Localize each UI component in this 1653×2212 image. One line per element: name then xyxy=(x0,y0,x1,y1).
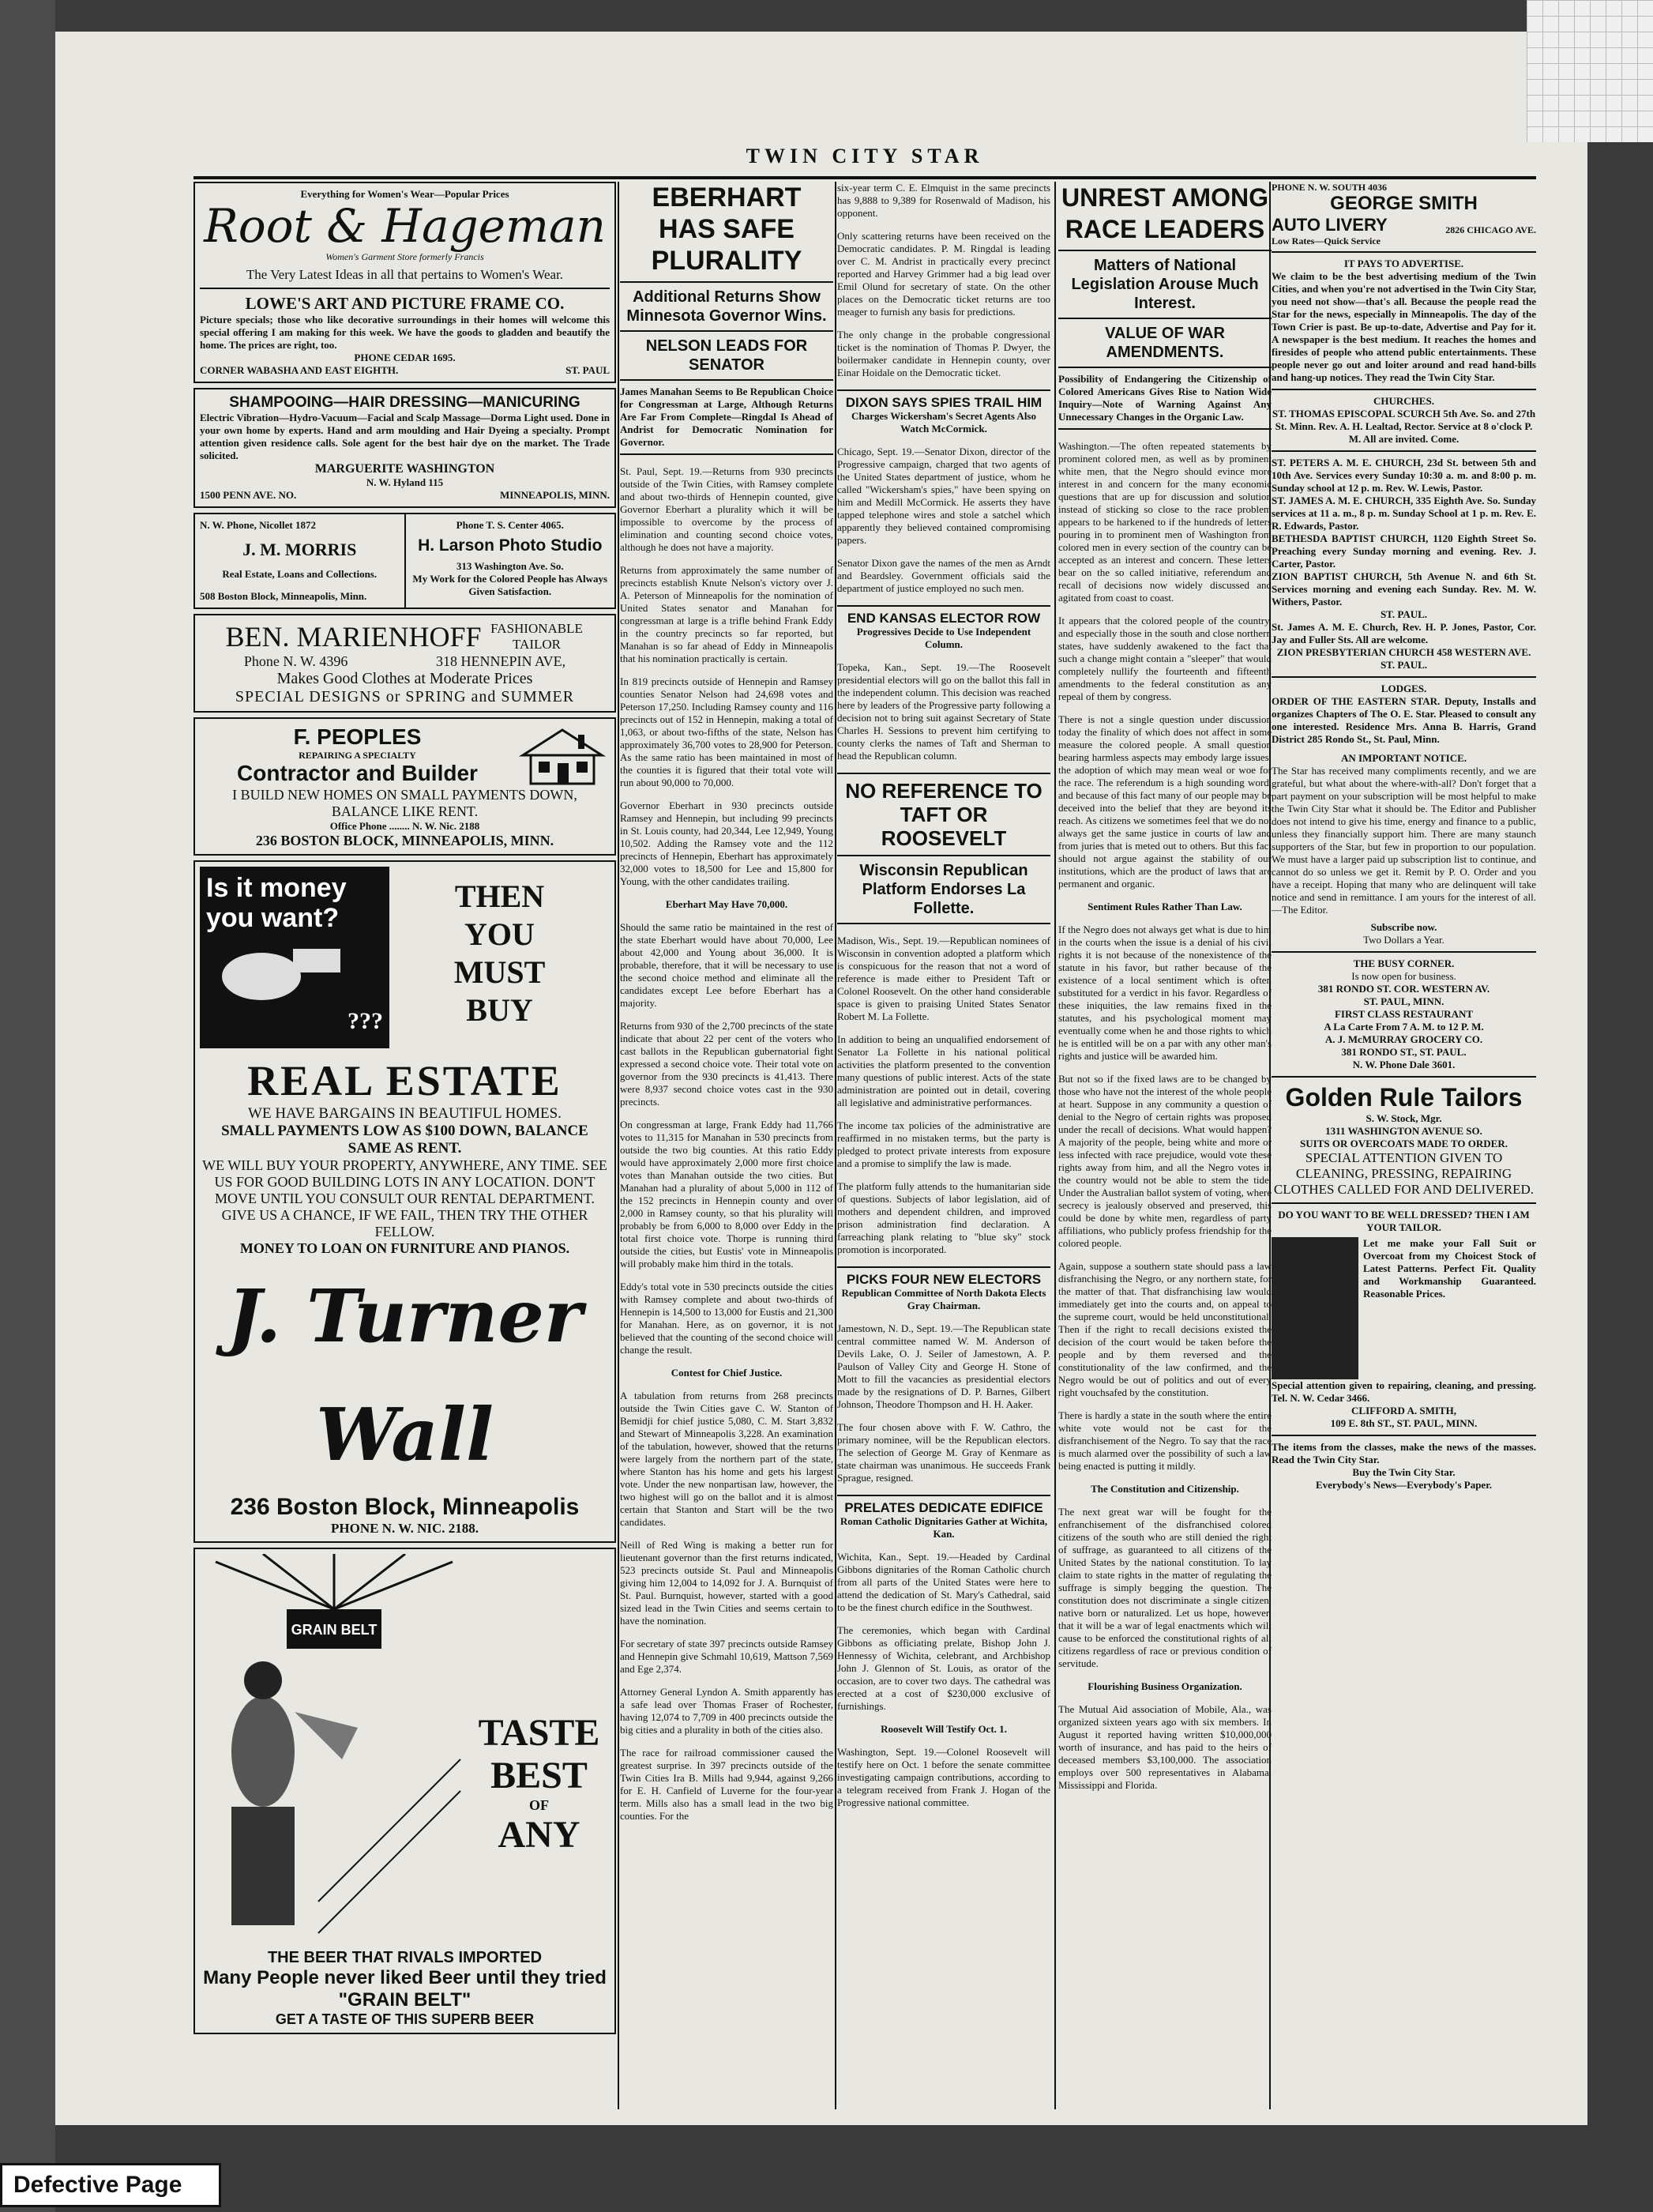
deck-prelates: Roman Catholic Dignitaries Gather at Wichita, Kan. xyxy=(840,1515,1048,1540)
golden-rule-line: 1311 WASHINGTON AVENUE SO. xyxy=(1325,1125,1482,1137)
column-rule xyxy=(835,182,836,2109)
article-paragraph: Returns from approximately the same number of precincts establish Knute Nelson's victory over J. A. Peterson of Minneapolis for the nomination of United States senator and Manahan for congressman at large is a trifle behind Frank Eddy in the country precincts so far reported, but Manahan is so far ahead of Eddy in Minneapolis that his nomination practically is certain. xyxy=(620,564,833,664)
lodges-title: LODGES. xyxy=(1381,683,1427,694)
church-listing: ST. THOMAS EPISCOPAL SCURCH 5th Ave. So. and 27th St. Minn. Rev. A. H. Lealtad, Rector. Service at 8 o'clock P. M. All are invited. Come. xyxy=(1272,408,1536,445)
subhead-wisconsin: Wisconsin Republican Platform Endorses La Follette. xyxy=(859,862,1028,917)
article-paragraph: The Mutual Aid association of Mobile, Ala., was organized sixteen years ago with six members. In August it reported having written $10,000,000 worth of insurance, and has paid to the heirs of deceased members $3,100,000. The association employs over 500 representatives in Alabama, Mississippi and Florida. xyxy=(1058,1703,1272,1791)
article-paragraph: But not so if the fixed laws are to be changed by those who have not the interest of the whole people at heart. Suppose in any community a question of denial to the Negro of certain rights was proposed under the recall of decisions. What would happen? A majority of the people, being white and more or less infected with race prejudice, would vote these rights away from him, and all the Negro votes in the country would not be able to stem the tide. Under the Australian ballot system of voting, where secrecy is jealously observed and preserved, this could be done by white men, regardless of party affiliations, who publicly profess friendship for the colored people. xyxy=(1058,1073,1272,1249)
article-paragraph: Neill of Red Wing is making a better run for lieutenant governor than the first returns indicated, 523 precincts outside St. Paul and Minneapolis giving him 12,004 to 14,092 for J. A. Burnquist of St. Paul. Burnquist, however, started with a good sized lead in the Twin Cities and seems certain to have the nomination. xyxy=(620,1539,833,1627)
tailor-title: DO YOU WANT TO BE WELL DRESSED? THEN I AM YOUR TAILOR. xyxy=(1278,1209,1530,1233)
washington-body: Electric Vibration—Hydro-Vacuum—Facial and Scalp Massage—Dorma Light used. Done in your own home by experts. Hand and arm moulding and Hair Dyeing a specialty. Prompt attention given residence calls. Sole agent for the best hair dye on the market. The Trade solicited. xyxy=(200,412,610,461)
article-paragraph: Returns from 930 of the 2,700 precincts of the state indicate that about 22 per cent of the voters who cast ballots in the Republican gubernatorial fight expressed a second choice vote. Their total vote on governor from the 930 precincts is 41,413. There were 8,937 second choice votes cast in the 930 precincts. xyxy=(620,1020,833,1108)
wall-address: 236 Boston Block, Minneapolis xyxy=(230,1494,580,1520)
larson-name: H. Larson Photo Studio xyxy=(418,536,603,555)
article-paragraph: Eddy's total vote in 530 precincts outside the cities with Ramsey complete and about two-thirds of Hennepin is 14,500 to 13,000 for Eustis and 21,300 for Manahan. Here, as on governor, it is not believed that the counting of the second choice will change the result. xyxy=(620,1281,833,1356)
article-subhead: Contest for Chief Justice. xyxy=(671,1367,783,1379)
washington-city: MINNEAPOLIS, MINN. xyxy=(499,489,610,501)
headline-unrest: UNREST AMONG RACE LEADERS xyxy=(1061,183,1268,243)
subscribe-price: Two Dollars a Year. xyxy=(1363,934,1444,946)
article-paragraph: There is hardly a state in the south where the entire white vote would not be cast for the disfranchisement of the Negro. To say that the race is much alarmed over the possibility of such a law being enacted is putting it mildly. xyxy=(1058,1409,1272,1472)
article-paragraph: On congressman at large, Frank Eddy had 11,766 votes to 11,315 for Manahan in 530 precincts from outside the two big counties. At this ratio Eddy would have approximately 2,000 more first choice votes than Manahan outside the two cities. But Manahan had a plurality of about 5,000 in 112 of the 152 precincts in Hennepin county and over 2,000 in Ramsey county, so that his plurality will probably be from 6,000 to 8,000 over Eddy in the total first choice vote. Thorpe is running third outside the cities, but Eustis' vote in Minneapolis will probably make him third in the totals. xyxy=(620,1119,833,1270)
headline-kansas: END KANSAS ELECTOR ROW xyxy=(847,611,1041,626)
notice-title: AN IMPORTANT NOTICE. xyxy=(1340,752,1467,764)
article-paragraph: six-year term C. E. Elmquist in the same precincts has 9,888 to 9,389 for Rosenwald of Madison, his opponent. xyxy=(837,182,1050,219)
buy-text: BUY xyxy=(466,992,533,1028)
article-paragraph: Should the same ratio be maintained in the rest of the state Eberhart would have about 70,000, Lee about 42,000 and Young about 36,000. It is probable, therefore, that it will be necessary to use the second choice method and eliminate all the candidates except Lee before Eberhart has a majority. xyxy=(620,921,833,1009)
grain-belt-line2: Many People never liked Beer until they tried "GRAIN BELT" xyxy=(203,1967,607,2011)
deck-kansas: Progressives Decide to Use Independent Column. xyxy=(856,626,1031,650)
marienhoff-phone: Phone N. W. 4396 xyxy=(243,653,348,669)
lowe-title: LOWE'S ART AND PICTURE FRAME CO. xyxy=(245,294,565,313)
turner-wall-logo: J. Turner Wall xyxy=(227,1273,583,1477)
peoples-phone: Office Phone ........ N. W. Nic. 2188 xyxy=(329,820,480,832)
article-paragraph: In addition to being an unqualified endorsement of Senator La Follette in his national political activities the platform presented to the convention many questions of public interest. Acts of the state administration are pointed out in detail, covering all legislative and administrative performances. xyxy=(837,1033,1050,1108)
article-paragraph: Attorney General Lyndon A. Smith apparently has a safe lead over Thomas Fraser of Rochester, having 12,074 to 7,709 in 400 precincts outside the big cities and a plurality in both of the cities also. xyxy=(620,1686,833,1736)
subhead-war-amendments: VALUE OF WAR AMENDMENTS. xyxy=(1105,325,1225,361)
lowe-body: Picture specials; those who like decorative surroundings in their homes will welcome this special offering I am making for this week. We have the goods to gladden and beautify the home. The prices are right, too. xyxy=(200,314,610,351)
golden-rule-line: SUITS OR OVERCOATS MADE TO ORDER. xyxy=(1300,1138,1508,1149)
must-text: MUST xyxy=(453,954,546,990)
article-paragraph: A tabulation from returns from 268 precincts outside the Twin Cities gave C. W. Stanton of Bemidji for chief justice 5,080, C. M. Start 3,832 and Stewart of Minneapolis 3,228. An examination of the tabulation, however, showed that the returns were largely from the northern part of the state, where Stanton has his home and gets his largest vote. Under the new nonpartisan law, however, the two highest will go on the ballot and it is almost certain that Stanton and Start will be the two candidates. xyxy=(620,1390,833,1528)
article-paragraph: The only change in the probable congressional ticket is the nomination of Thomas P. Dwyer, the boilermaker candidate in Hennepin county, over Einar Hoidale on the Democratic ticket. xyxy=(837,329,1050,378)
article-paragraph: Madison, Wis., Sept. 19.—Republican nominees of Wisconsin in convention adopted a platform which is conspicuous for the reason that not a word of reference is made either to President Taft or Colonel Roosevelt. On the other hand considerable space is given to praising United States Senator Robert M. La Follette. xyxy=(837,935,1050,1022)
ad-peoples xyxy=(193,717,616,856)
article-paragraph: Wichita, Kan., Sept. 19.—Headed by Cardinal Gibbons dignitaries of the Roman Catholic church from all parts of the United States were here to attend the dedication of St. Mary's Cathedral, said to be the finest church edifice in the Southwest. xyxy=(837,1551,1050,1613)
golden-rule-line: SPECIAL ATTENTION GIVEN TO CLEANING, PRESSING, REPAIRING CLOTHES CALLED FOR AND DELIVERED. xyxy=(1273,1150,1535,1197)
churches-title: CHURCHES. xyxy=(1373,395,1434,407)
advertise-body: We claim to be the best advertising medium of the Twin Cities, and when you're not advertised in the Twin City Star, you need not show—that's all. Because the people read the Star for the news, especially in Minneapolis. The day of the Town Crier is past. Be up-to-date, Advertise and Pay for it. A newspaper is the best medium. It reaches the homes and firesides of people who attend public entertainments. These people never go out and loiter around and read hand-bills and hang-up notices. They read the Twin City Star. xyxy=(1272,270,1536,383)
washington-address: 1500 PENN AVE. NO. xyxy=(200,489,297,501)
buy-note: Buy the Twin City Star. xyxy=(1352,1466,1456,1478)
morris-desc: Real Estate, Loans and Collections. xyxy=(222,568,378,580)
logo-subtitle: Women's Garment Store formerly Francis xyxy=(325,251,484,262)
busy-corner-line: N. W. Phone Dale 3601. xyxy=(1352,1059,1456,1070)
busy-corner-line: A. J. McMURRAY GROCERY CO. xyxy=(1324,1033,1483,1045)
best-text: BEST xyxy=(490,1755,588,1796)
headline-eberhart: EBERHART HAS SAFE PLURALITY xyxy=(651,182,802,276)
ad-grain-belt xyxy=(193,1548,616,2034)
deck-dixon: Charges Wickersham's Secret Agents Also Watch McCormick. xyxy=(851,410,1036,434)
notices-column xyxy=(1272,182,1536,2109)
busy-corner-line: ST. PAUL, MINN. xyxy=(1363,995,1444,1007)
church-listing: ST. JAMES A. M. E. CHURCH, 335 Eighth Ave. So. Sunday services at 11 a. m., 8 p. m. Sunday School at 1 p. m. Rev. E. R. Edwards, Pastor. xyxy=(1272,495,1536,532)
article-paragraph: For secretary of state 397 precincts outside Ramsey and Hennepin give Schmahl 10,619, Mattson 7,569 and Ege 2,374. xyxy=(620,1638,833,1675)
marienhoff-trade: FASHIONABLE TAILOR xyxy=(490,621,583,652)
larson-body: My Work for the Colored People has Always Given Satisfaction. xyxy=(412,573,608,597)
busy-corner-line: Is now open for business. xyxy=(1351,970,1456,982)
defective-page-label: Defective Page xyxy=(0,2163,221,2207)
tailor-portrait xyxy=(1272,1237,1358,1379)
morris-phone: N. W. Phone, Nicollet 1872 xyxy=(200,519,316,531)
of-text: OF xyxy=(529,1797,549,1813)
article-paragraph: St. Paul, Sept. 19.—Returns from 930 precincts outside of the Twin Cities, with Ramsey complete and about two-thirds of Hennepin counted, give Governor Eberhart a plurality which it will be impossible to overcome by the process of elimination and counting second choice votes, although he does not have a majority. xyxy=(620,465,833,553)
smith-address: 2826 CHICAGO AVE. xyxy=(1445,224,1536,235)
wall-line2: SMALL PAYMENTS LOW AS $100 DOWN, BALANCE SAME AS RENT. xyxy=(221,1123,588,1157)
lowe-phone: PHONE CEDAR 1695. xyxy=(354,352,456,363)
tailor-name: CLIFFORD A. SMITH, xyxy=(1351,1405,1456,1416)
headline-electors: PICKS FOUR NEW ELECTORS xyxy=(846,1272,1042,1287)
lowe-city: ST. PAUL xyxy=(565,364,610,376)
lodge-listing: ORDER OF THE EASTERN STAR. Deputy, Installs and organizes Chapters of The O. E. Star. Pleased to consult any one interested. Residence Mrs. Anna B. Harris, Grand District 285 Rondo St., St. Paul, Minn. xyxy=(1272,695,1536,745)
morris-name: J. M. MORRIS xyxy=(242,540,357,559)
news-column-2 xyxy=(620,182,833,2109)
lowe-address: CORNER WABASHA AND EAST EIGHTH. xyxy=(200,364,399,376)
money-bag-icon xyxy=(206,933,364,1004)
article-paragraph: It appears that the colored people of the country, and especially those in the south and close northern states, have suddenly awakened to the fact that such a change might contain a "sleeper" that would completely nullify the fourteenth and fifteenth amendments to the federal constitution as any repeal of them by congress. xyxy=(1058,615,1272,702)
masthead: TWIN CITY STAR xyxy=(193,145,1536,179)
news-column-3 xyxy=(837,182,1050,2109)
article-paragraph: Chicago, Sept. 19.—Senator Dixon, director of the Progressive campaign, charged that two agents of the United States department of justice, whom he called "Wickersham's spies," have been spying on him and Medill McCormick. He asserts they have tapped telephone wires and stole a satchel which apparently they believed contained compromising papers. xyxy=(837,446,1050,546)
ad-marienhoff xyxy=(193,614,616,713)
motto: Everybody's News—Everybody's Paper. xyxy=(1315,1479,1493,1491)
subhead-legislation: Matters of National Legislation Arouse Much Interest. xyxy=(1071,257,1259,312)
article-paragraph: The platform fully attends to the humanitarian side of questions. Subjects of labor legislation, aid of mothers and dependent children, and improved prison administration find declaration. A farreaching plank relating to "blue sky" stock promotion is incorporated. xyxy=(837,1180,1050,1255)
headline-dixon: DIXON SAYS SPIES TRAIL HIM xyxy=(845,395,1043,410)
article-paragraph: Topeka, Kan., Sept. 19.—The Roosevelt presidential electors will go on the ballot this fall in the independent column. This decision was reached here by leaders of the Progressive party following a decision not to bring suit against Secretary of State Charles H. Sessions to prevent him certifying to county clerks the names of Taft and Sherman to head the Republican column. xyxy=(837,661,1050,762)
larson-address: 313 Washington Ave. So. xyxy=(456,560,564,572)
washington-phone: N. W. Hyland 115 xyxy=(366,476,444,488)
washington-name: MARGUERITE WASHINGTON xyxy=(314,462,495,476)
stpaul-heading: ST. PAUL. xyxy=(1380,608,1428,620)
smith-business: AUTO LIVERY xyxy=(1272,215,1388,235)
marienhoff-name: BEN. MARIENHOFF xyxy=(225,621,482,653)
church-listing: ZION PRESBYTERIAN CHURCH 458 WESTERN AVE. ST. PAUL. xyxy=(1276,646,1531,671)
article-paragraph: Senator Dixon gave the names of the men as Arndt and Beardsley. Government officials said the department of justice employed no such men. xyxy=(837,557,1050,594)
wall-line4: GIVE US A CHANCE, IF WE FAIL, THEN TRY THE OTHER FELLOW. xyxy=(221,1207,588,1240)
peoples-title: Contractor and Builder xyxy=(237,761,478,785)
peoples-name: F. PEOPLES xyxy=(293,724,422,749)
article-subhead: Roosevelt Will Testify Oct. 1. xyxy=(881,1723,1007,1735)
tailor-body: Special attention given to repairing, cleaning, and pressing. Tel. N. W. Cedar 3466. xyxy=(1272,1379,1536,1404)
grain-belt-line1: THE BEER THAT RIVALS IMPORTED xyxy=(267,1949,543,1966)
root-hageman-logo: Root & Hageman xyxy=(204,199,606,253)
column-rule xyxy=(618,182,619,2109)
busy-corner-title: THE BUSY CORNER. xyxy=(1353,957,1455,969)
scan-margin xyxy=(0,0,55,2212)
notice-body: The Star has received many compliments recently, and we are grateful, but what about the where-with-all? Don't forget that a part payment on your subscription will be most helpful to make the Twin City Star what it should be. The Editor and Publisher does not intend to give his time, energy and finance to a public, unless they financially support him. There are many staunch supporters of the Star, but few in proportion to our population. We must have a larger paid up subscription list to continue, and cannot do so unless we get it. Remit by P. O. Order and you have a receipt. Hoping that many who are delinquent will take notice and send in remittance. I am yours for the interest of all.—The Editor. xyxy=(1272,765,1536,916)
article-paragraph: The income tax policies of the administrative are reaffirmed in no mistaken terms, but the party is pledged to protect private interests from exposure and a promise to simplify the law is made. xyxy=(837,1119,1050,1169)
grain-belt-line3: GET A TASTE OF THIS SUPERB BEER xyxy=(275,2011,535,2027)
real-estate-title: REAL ESTATE xyxy=(247,1057,562,1104)
article-paragraph: Governor Eberhart in 930 precincts outside Ramsey and Hennepin, but including 99 precincts in St. Louis county, had 20,344, Lee 12,949, Young 10,502. Adding the Ramsey vote and the 112 precincts of Hennepin, Eberhart has approximately 32,000 votes to 18,500 for Lee and 15,800 for Young, with the other candidates trailing. xyxy=(620,799,833,887)
smith-phone: PHONE N. W. SOUTH 4036 xyxy=(1272,182,1388,193)
money-question: Is it money you want? xyxy=(206,873,347,933)
ad-morris-larson xyxy=(193,513,616,609)
then-text: THEN xyxy=(454,878,545,914)
marienhoff-address: 318 HENNEPIN AVE, xyxy=(436,653,566,669)
article-paragraph: The four chosen above with F. W. Cathro, the primary nominee, will be the Republican electors. The selection of George M. Gray of Kenmare as state chairman was unanimous. He succeeds Frank Sprague, resigned. xyxy=(837,1421,1050,1484)
ad-line: The Very Latest Ideas in all that pertains to Women's Wear. xyxy=(246,267,564,282)
article-paragraph: There is not a single question under discussion today the finality of which does not affect in some measure the colored people. A small question bearing harmless aspects may embody large issues, the adoption of which may mean weal or woe for the race. The referendum is a high sounding word, and because of this fact many of our people may be deceived into the belief that they are beyond its reach. As citizens we sometimes feel that we do not always get the same justice in courts of law and from juries that is meted out to others. But this fact should not argue against the stability of our institutions, which are the product of laws that are permanent and organic. xyxy=(1058,713,1272,890)
busy-corner-line: A La Carte From 7 A. M. to 12 P. M. xyxy=(1324,1021,1484,1033)
peoples-address: 236 BOSTON BLOCK, MINNEAPOLIS, MINN. xyxy=(255,833,554,848)
church-listing: ZION BAPTIST CHURCH, 5th Avenue N. and 6th St. Services morning and evening each Sunday. Rev. M. W. Withers, Pastor. xyxy=(1272,570,1536,608)
wall-line5: MONEY TO LOAN ON FURNITURE AND PIANOS. xyxy=(239,1240,570,1256)
smith-rates: Low Rates—Quick Service xyxy=(1272,235,1381,246)
peoples-sub: REPAIRING A SPECIALTY xyxy=(299,750,416,761)
grain-belt-illustration xyxy=(200,1554,468,1949)
ad-root-hageman xyxy=(193,182,616,383)
washington-title: SHAMPOOING—HAIR DRESSING—MANICURING xyxy=(229,394,580,411)
golden-rule-line: S. W. Stock, Mgr. xyxy=(1366,1112,1442,1124)
headline-prelates: PRELATES DEDICATE EDIFICE xyxy=(844,1500,1043,1515)
money-illustration xyxy=(200,867,389,1048)
ads-column xyxy=(193,182,616,2109)
deck-manahan: James Manahan Seems to Be Republican Choice for Congressman at Large, Although Returns Are Far From Complete—Ringdal Is Ahead of Andrist for Democratic Nomination for Governor. xyxy=(620,386,833,448)
article-paragraph: Again, suppose a southern state should pass a law disfranchising the Negro, or any northern state, for the matter of that. That disfranchising law would immediately get into the courts and, on appeal to the supreme court, would be held unconstitutional. Then if the right to recall decisions existed the decision of the court would be taken before the people and by them reversed and the constitutionality of the law confirmed, and the Negro would be out of politics and out of every right vouchsafed by the constitution. xyxy=(1058,1260,1272,1398)
church-listing: St. James A. M. E. Church, Rev. H. P. Jones, Pastor, Cor. Jay and Fuller Sts. All are welcome. xyxy=(1272,621,1536,645)
church-listing: ST. PETERS A. M. E. CHURCH, 23d St. between 5th and 10th Ave. Services every Sunday 10:30 a. m. and 8:00 p. m. Sunday school at 12 p. m. Rev. W. Lewis, Pastor. xyxy=(1272,457,1536,494)
article-paragraph: The next great war will be fought for the enfranchisement of the disfranchised colored citizens of the south who are still denied the right of suffrage, as guaranteed to all citizens of the United States by the national constitution. To lay claim to state rights in the matter of regulating the suffrage is simply begging the question. The constitution does not discriminate a single citizen, native born or naturalized. Let us hope, however, that it will be a war of legal enactments which will cause to be enforced the constitutional rights of all citizens regardless of race or previous condition of servitude. xyxy=(1058,1506,1272,1669)
ad-larson xyxy=(406,514,615,608)
church-listing: BETHESDA BAPTIST CHURCH, 1120 Eighth Street So. Preaching every Sunday morning and evening. Rev. J. Carter, Pastor. xyxy=(1272,532,1536,570)
house-icon xyxy=(515,724,610,787)
advertise-title: IT PAYS TO ADVERTISE. xyxy=(1343,258,1464,269)
deck-citizenship: Possibility of Endangering the Citizenship of Colored Americans Gives Rise to Nation Wide Inquiry—Note of Warning Against Any Unnecessary Changes in the Organic Law. xyxy=(1058,373,1272,423)
larson-phone: Phone T. S. Center 4065. xyxy=(456,519,564,531)
headline-no-reference: NO REFERENCE TO TAFT OR ROOSEVELT xyxy=(845,779,1043,850)
question-marks: ??? xyxy=(348,1008,383,1034)
article-subhead: Eberhart May Have 70,000. xyxy=(665,898,788,910)
deck-electors: Republican Committee of North Dakota Elects Gray Chairman. xyxy=(841,1287,1046,1311)
subscribe-title: Subscribe now. xyxy=(1370,921,1437,933)
calibration-grid xyxy=(1527,0,1653,142)
morris-address: 508 Boston Block, Minneapolis, Minn. xyxy=(200,590,367,602)
tailor-body: Let me make your Fall Suit or Overcoat from my Choicest Stock of Latest Patterns. Perfect Fit. Quality and Workmanship Guaranteed. Reasonable Prices. xyxy=(1363,1237,1536,1300)
subhead-additional-returns: Additional Returns Show Minnesota Governor Wins. xyxy=(626,288,827,325)
ad-turner-wall xyxy=(193,860,616,1543)
busy-corner-line: 381 RONDO ST., ST. PAUL. xyxy=(1341,1046,1467,1058)
article-subhead: The Constitution and Citizenship. xyxy=(1091,1483,1239,1495)
news-column-4 xyxy=(1058,182,1272,2109)
marienhoff-line2: SPECIAL DESIGNS or SPRING and SUMMER xyxy=(235,688,575,705)
you-text: YOU xyxy=(464,916,535,952)
article-paragraph: If the Negro does not always get what is due to him in the courts when the issue is a denial of his civil rights it is not because of the nonexistence of the statute in his favor, but rather because of the existence of a local sentiment which is often substituted for a verdict in his favor. Regardless of these iniquities, the law remains fixed in the statutes, and his psychological moment may eventually come when he and those rights to which he is entitled will be on a par with any other man's rights and justice will be awarded him. xyxy=(1058,924,1272,1062)
peoples-body: I BUILD NEW HOMES ON SMALL PAYMENTS DOWN, BALANCE LIKE RENT. xyxy=(232,787,577,819)
column-rule xyxy=(1054,182,1056,2109)
wall-line3: WE WILL BUY YOUR PROPERTY, ANYWHERE, ANY TIME. SEE US FOR GOOD BUILDING LOTS IN ANY LOCATION. DON'T MOVE UNTIL YOU CONSULT OUR RENTAL DEPARTMENT. xyxy=(202,1157,607,1206)
ad-morris xyxy=(195,514,406,608)
article-paragraph: Washington, Sept. 19.—Colonel Roosevelt will testify here on Oct. 1 before the senate committee investigating campaign contributions, according to a telegram received from Frank J. Hogan of the Progressive national committee. xyxy=(837,1746,1050,1808)
wall-phone: PHONE N. W. NIC. 2188. xyxy=(330,1521,479,1536)
article-paragraph: Washington.—The often repeated statements by prominent colored men, as well as by prominent white men, that the Negro should evince more interest in and concern for the many economic questions that are up for discussion and solution instead of sticking so close to the race problem appears to be harkened to if the hundreds of letters pouring in to prominent men of Washington from colored men in every section of the country can be accepted as an interest and concern. These letters bear on the so called initiative, referendum and recall of decisions now widely discussed and agitated from coast to coast. xyxy=(1058,440,1272,604)
ad-tagline: Everything for Women's Wear—Popular Prices xyxy=(300,188,509,200)
article-paragraph: In 819 precincts outside of Hennepin and Ramsey counties Senator Nelson had 24,698 votes and Peterson 17,250. Including Ramsey county and 116 precincts out of 152 in Hennepin, making a total of 1,063, or about two-fifths of the state, Nelson has approximately 36,700 votes to 28,900 for Peterson. As the same ratio has been maintained in most of the counties it is figured that their total vote will run about 90,000 to 70,000. xyxy=(620,675,833,788)
marienhoff-line1: Makes Good Clothes at Moderate Prices xyxy=(276,670,533,687)
subhead-nelson: NELSON LEADS FOR SENATOR xyxy=(645,337,808,374)
any-text: ANY xyxy=(498,1814,580,1856)
grain-belt-brand: GRAIN BELT xyxy=(291,1622,378,1638)
ad-washington xyxy=(193,388,616,508)
smith-name: GEORGE SMITH xyxy=(1330,193,1478,214)
busy-corner-line: 381 RONDO ST. COR. WESTERN AV. xyxy=(1317,983,1490,995)
article-paragraph: Jamestown, N. D., Sept. 19.—The Republican state central committee named W. M. Anderson of Devils Lake, O. J. Seiler of Jamestown, A. P. Paulson of Valley City and George H. Stone of Mott to fill the vacancies as presidential electors made by the resignations of D. P. Barnes, Gilbert Johnson, Theodore Thompson and H. H. Aaker. xyxy=(837,1322,1050,1410)
article-paragraph: Only scattering returns have been received on the Democratic candidates. P. M. Ringdal is leading over C. M. Andrist in practically every precinct reported and Harvey Grimmer had a big lead over Emil Olund for secretary of state. On the other places on the Democratic ticket returns are too meager to furnish any basis for predictions. xyxy=(837,230,1050,318)
taste-text: TASTE xyxy=(478,1712,600,1754)
article-paragraph: The ceremonies, which began with Cardinal Gibbons as officiating prelate, Bishop John J. Hennessy of Wichita, celebrant, and Archbishop John J. Glennon of St. Louis, as orator of the occasion, are to cover two days. The cathedral was erected at a cost of $230,000 exclusive of furnishings. xyxy=(837,1624,1050,1712)
article-subhead: Flourishing Business Organization. xyxy=(1088,1680,1242,1692)
golden-rule-title: Golden Rule Tailors xyxy=(1285,1083,1523,1112)
classes-note: The items from the classes, make the news of the masses. Read the Twin City Star. xyxy=(1272,1441,1536,1465)
wall-line1: WE HAVE BARGAINS IN BEAUTIFUL HOMES. xyxy=(248,1105,562,1122)
article-subhead: Sentiment Rules Rather Than Law. xyxy=(1088,901,1242,912)
article-paragraph: The race for railroad commissioner caused the greatest surprise. In 397 precincts outside of the Twin Cities Ira B. Mills had 9,944, against 9,266 for E. H. Canfield of Luverne for the four-year term. Mills also has a small lead in the two big counties. For the xyxy=(620,1747,833,1822)
tailor-address: 109 E. 8th ST., ST. PAUL, MINN. xyxy=(1330,1417,1478,1429)
busy-corner-line: FIRST CLASS RESTAURANT xyxy=(1334,1008,1474,1020)
